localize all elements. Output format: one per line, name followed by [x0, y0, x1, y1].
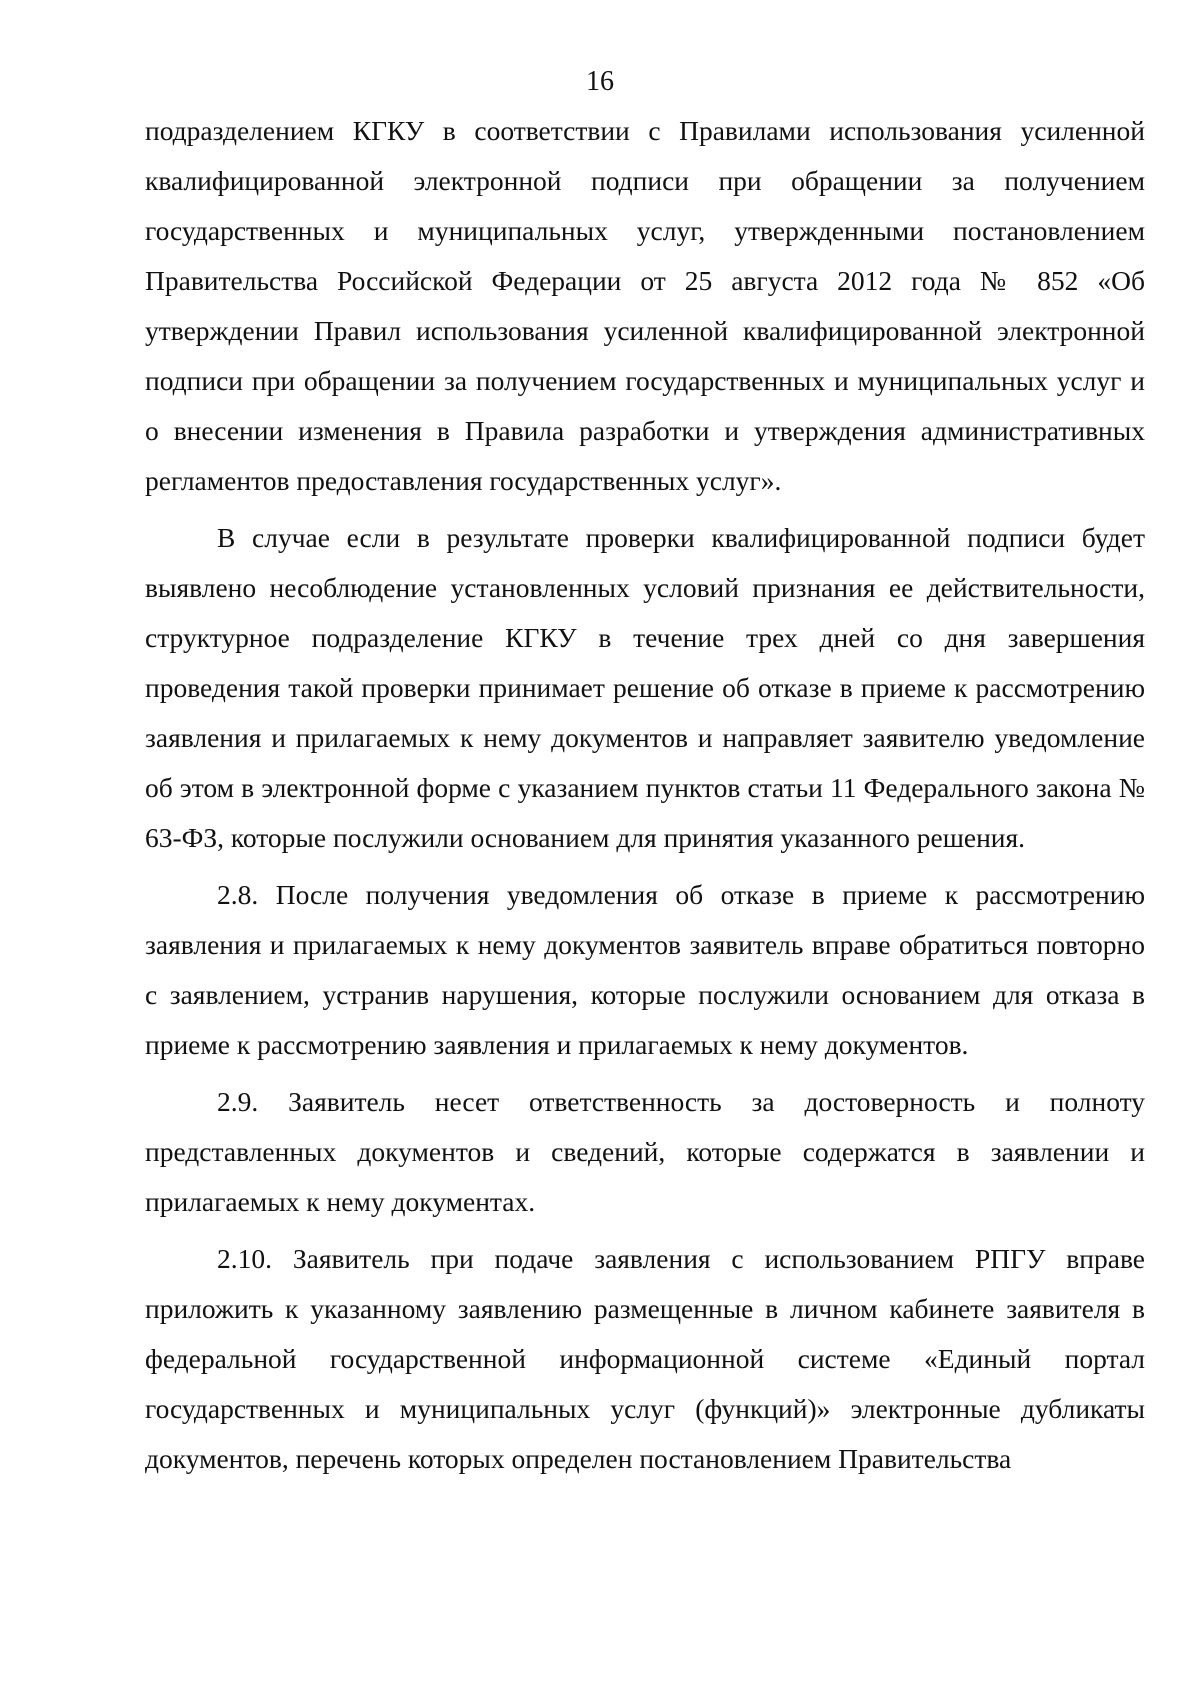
paragraph-2-9: 2.9. Заявитель несет ответственность за достоверность и полноту представленных документов и сведений, которые содержатся в заявлении и прилагаемых к нему документах.	[145, 1086, 1145, 1217]
paragraph-continuation: подразделением КГКУ в соответствии с Правилами использования усиленной квалифицированной электронной подписи при обращении за получением государственных и муниципальных услуг, утвержденными постановлением Правительства Российской Федерации от 25 августа 2012 года № 852 «Об утверждении Правил использования усиленной квалифицированной электронной подписи при обращении за получением государственных и муниципальных услуг и о внесении изменения в Правила разработки и утверждения административных регламентов предоставления государственных услуг».	[145, 115, 1145, 496]
paragraph-2-8: 2.8. После получения уведомления об отказе в приеме к рассмотрению заявления и прилагаемых к нему документов заявитель вправе обратиться повторно с заявлением, устранив нарушения, которые послужили основанием для отказа в приеме к рассмотрению заявления и прилагаемых к нему документов.	[145, 879, 1145, 1060]
page-number: 16	[586, 66, 614, 97]
document-body	[145, 106, 1145, 1491]
paragraph-2-10: 2.10. Заявитель при подаче заявления с использованием РПГУ вправе приложить к указанному заявлению размещенные в личном кабинете заявителя в федеральной государственной информационной системе «Единый портал государственных и муниципальных услуг (функций)» электронные дубликаты документов, перечень которых определен постановлением Правительства	[145, 1243, 1145, 1474]
paragraph-signature-check: В случае если в результате проверки квалифицированной подписи будет выявлено несоблюдение установленных условий признания ее действительности, структурное подразделение КГКУ в течение трех дней со дня завершения проведения такой проверки принимает решение об отказе в приеме к рассмотрению заявления и прилагаемых к нему документов и направляет заявителю уведомление об этом в электронной форме с указанием пунктов статьи 11 Федерального закона № 63-ФЗ, которые послужили основанием для принятия указанного решения.	[145, 522, 1145, 853]
